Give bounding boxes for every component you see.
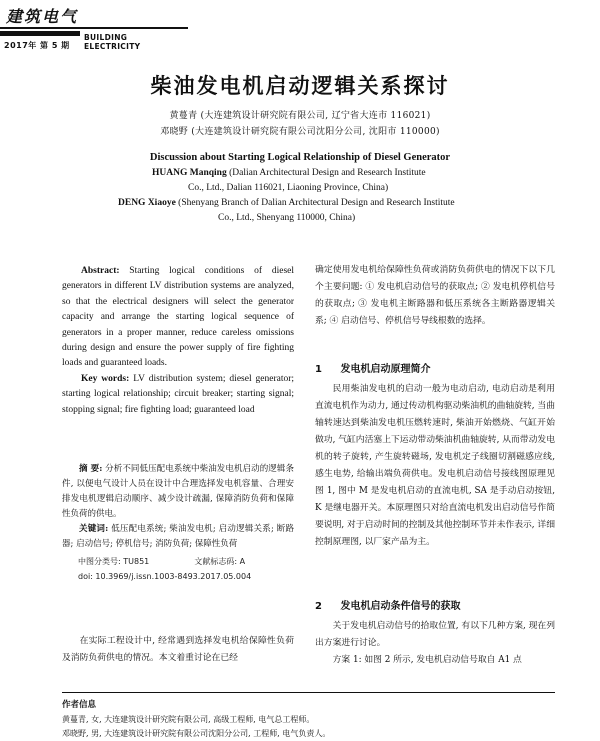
section-2-number: 2 <box>315 601 322 612</box>
section-1-title: 发电机启动原理简介 <box>340 364 431 375</box>
keywords-en-label: Key words: <box>81 373 130 384</box>
header-bar <box>0 31 80 36</box>
abstract-en <box>62 264 294 418</box>
issue-label: 2017年 第 5 期 <box>4 41 70 50</box>
footer-heading: 作者信息 <box>62 700 97 710</box>
header-rule <box>0 27 188 29</box>
keywords-cn-label: 关键词: <box>79 524 109 534</box>
section-1-text: 民用柴油发电机的启动一般为电动启动, 电动启动是利用直流电机作为动力, 通过传动机构驱动柴油机的曲轴旋转, 当曲轴转速达到柴油发电机压燃转速时, 柴油开始燃烧、气缸开始做功, 气缸内活塞上下运动带动柴油机曲轴旋转, 从而带动发电机的转子旋转, 产生旋转磁场, 发电机定子线圈切割磁感应线, 感生电势, 给输出端负荷供电。发电机启动信号接线图原理见图 1, 图中 M 是发电机启动的直流电机, SA 是手动启动按钮, K 是继电器开关。本原理图只对给直流电机发出启动信号作简要说明, 对于启动时间的控制及其他控制环节并未作表示, 详细控制原理图, 以厂家产品为主。 <box>315 384 555 547</box>
section-1-heading <box>315 360 430 375</box>
section-1-number: 1 <box>315 364 322 375</box>
author-en-2-name: DENG Xiaoye <box>118 198 176 208</box>
body-text-right-intro: 确定使用发电机给保障性负荷或消防负荷供电的情况下以下几个主要问题: ① 发电机启动信号的获取点; ② 发电机停机信号的获取点; ③ 发电机主断路器和低压系统各主断路器逻辑关系; ④ 启动信号、停机信号导线根数的选择。 <box>315 265 555 326</box>
abstract-cn-text: 分析不同低压配电系统中柴油发电机启动的逻辑条件, 以便电气设计人员在设计中合理选择发电机容量、合理安排发电机逻辑启动顺序、减少设计疏漏, 保障消防负荷和保障性负荷的供电。 <box>62 464 294 519</box>
author-cn-1: 黄蔓青 (大连建筑设计研究院有限公司, 辽宁省大连市 116021) <box>169 111 431 121</box>
author-en-1-affil2: Co., Ltd., Dalian 116021, Liaoning Province, China) <box>188 183 389 193</box>
author-en-1-name: HUANG Manqing <box>152 168 227 178</box>
author-en-2 <box>118 196 455 211</box>
author-en-2-affil2: Co., Ltd., Shenyang 110000, China) <box>218 213 356 223</box>
abstract-en-label: Abstract: <box>81 266 120 276</box>
section-2-title: 发电机启动条件信号的获取 <box>340 601 461 612</box>
author-cn-2: 邓晓野 (大连建筑设计研究院有限公司沈阳分公司, 沈阳市 110000) <box>160 127 440 137</box>
abstract-cn-label: 摘 要: <box>79 464 103 474</box>
footer-author-1: 黄蔓青, 女, 大连建筑设计研究院有限公司, 高级工程师, 电气总工程师。 <box>62 715 315 724</box>
doi: doi: 10.3969/j.issn.1003-8493.2017.05.004 <box>78 572 252 581</box>
author-en-2-affil: (Shenyang Branch of Dalian Architectural Design and Research Institute <box>178 198 455 208</box>
journal-logo-cn: 建筑电气 <box>6 7 79 26</box>
body-text-left: 在实际工程设计中, 经常遇到选择发电机给保障性负荷及消防负荷供电的情况。本文着重讨论在已经 <box>62 636 294 663</box>
journal-name-en-line1: BUILDING <box>84 33 128 42</box>
section-2-text-2: 方案 1: 如图 2 所示, 发电机启动信号取自 A1 点 <box>332 655 522 665</box>
keywords-cn-text: 低压配电系统; 柴油发电机; 启动逻辑关系; 断路器; 启动信号; 停机信号; 消防负荷; 保障性负荷 <box>62 524 294 549</box>
paper-title-en: Discussion about Starting Logical Relationship of Diesel Generator <box>149 152 451 163</box>
paper-title-cn: 柴油发电机启动逻辑关系探讨 <box>150 73 450 98</box>
section-2-heading <box>315 597 460 612</box>
footer-author-info <box>62 713 555 741</box>
journal-name-en <box>84 33 140 51</box>
clc-number: 中图分类号: TU851 <box>78 557 150 566</box>
footer-rule <box>62 692 555 693</box>
keywords-en-text: LV distribution system; diesel generator; starting logical relationship; circuit breaker; starting signal; stopping signal; fire fighting load; guaranteed load <box>62 373 295 415</box>
footer-author-2: 邓晓野, 男, 大连建筑设计研究院有限公司沈阳分公司, 工程师, 电气负责人。 <box>62 729 331 738</box>
document-code: 文献标志码: A <box>194 557 246 566</box>
section-2-text-1: 关于发电机启动信号的拾取位置, 有以下几种方案, 现在列出方案进行讨论。 <box>315 621 555 648</box>
author-en-1-affil: (Dalian Architectural Design and Research Institute <box>229 168 426 178</box>
journal-name-en-line2: ELECTRICITY <box>84 42 141 51</box>
author-en-1 <box>152 166 426 181</box>
abstract-cn <box>62 462 294 584</box>
abstract-en-text: Starting logical conditions of diesel generators in different LV distribution systems are analyzed, so that the electrical designers will select the generator capacity and arrange the starting logical sequence of generators in a proper manner, reduce careless omissions during design and ensure the power supply of fire fighting loads and guaranteed loads. <box>62 266 294 369</box>
